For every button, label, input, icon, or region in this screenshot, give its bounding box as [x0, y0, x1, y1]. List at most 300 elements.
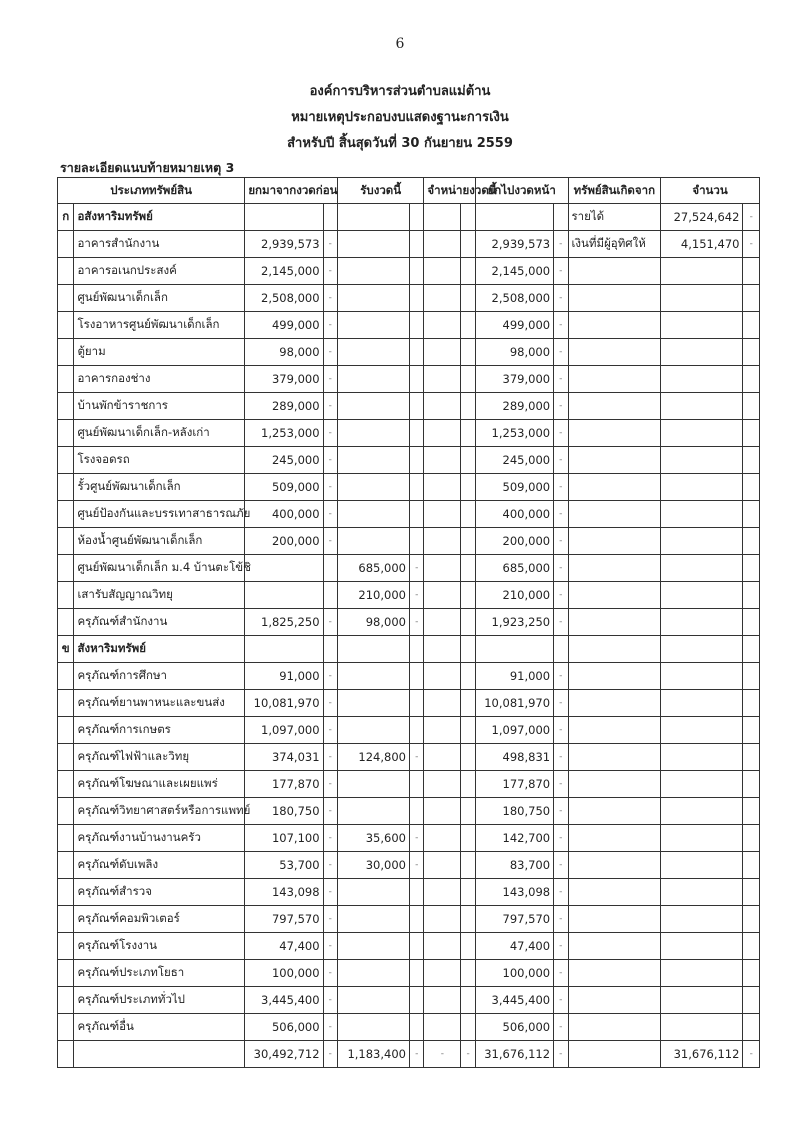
amount-dash-empty	[743, 474, 760, 501]
disposed-dash	[461, 933, 475, 960]
disposed-dash	[461, 744, 475, 771]
source-empty	[568, 906, 661, 933]
received-dash	[409, 879, 423, 906]
amount-dash-empty	[743, 798, 760, 825]
brought-forward-value: 2,508,000	[245, 285, 323, 312]
amount-dash-empty	[743, 582, 760, 609]
disposed-dash	[461, 798, 475, 825]
carried-forward-value: 2,939,573	[475, 231, 553, 258]
disposed-dash	[461, 339, 475, 366]
received-dash	[409, 690, 423, 717]
brought-forward-value: 289,000	[245, 393, 323, 420]
table-row	[58, 663, 760, 690]
received-dash	[409, 474, 423, 501]
table-row	[58, 474, 760, 501]
table-row	[58, 420, 760, 447]
source-empty	[568, 798, 661, 825]
amount-dash-empty	[743, 636, 760, 663]
carried-forward-value: 498,831	[475, 744, 553, 771]
carried-forward-value: 289,000	[475, 393, 553, 420]
empty-cell	[337, 636, 409, 663]
disposed-value	[424, 987, 461, 1014]
section-gutter	[58, 798, 74, 825]
amount-empty	[661, 366, 743, 393]
received-dash	[409, 285, 423, 312]
empty-cell	[245, 204, 323, 231]
amount-dash-empty	[743, 528, 760, 555]
carried-forward-dash: -	[554, 825, 568, 852]
section-label: ข	[58, 636, 74, 663]
disposed-dash	[461, 906, 475, 933]
disposed-dash	[461, 420, 475, 447]
brought-forward-dash: -	[323, 1014, 337, 1041]
carried-forward-dash: -	[554, 582, 568, 609]
amount-empty	[661, 825, 743, 852]
source-empty	[568, 987, 661, 1014]
disposed-dash	[461, 285, 475, 312]
received-value: 685,000	[337, 555, 409, 582]
carried-forward-dash: -	[554, 285, 568, 312]
brought-forward-dash: -	[323, 420, 337, 447]
carried-forward-value: 685,000	[475, 555, 553, 582]
brought-forward-dash: -	[323, 933, 337, 960]
amount-dash-empty	[743, 555, 760, 582]
amount-dash-empty	[743, 960, 760, 987]
brought-forward-value: 200,000	[245, 528, 323, 555]
source-empty	[568, 528, 661, 555]
section-gutter	[58, 420, 74, 447]
brought-forward-dash: -	[323, 825, 337, 852]
amount-empty	[661, 258, 743, 285]
carried-forward-value: 509,000	[475, 474, 553, 501]
disposed-value	[424, 474, 461, 501]
carried-forward-dash: -	[554, 798, 568, 825]
asset-name: ครุภัณฑ์อื่น	[74, 1014, 245, 1041]
source-amount: 4,151,470	[661, 231, 743, 258]
amount-dash-empty	[743, 663, 760, 690]
section-gutter	[58, 1014, 74, 1041]
total-received-dash: -	[409, 1041, 423, 1068]
brought-forward-value: 1,825,250	[245, 609, 323, 636]
disposed-value	[424, 960, 461, 987]
section-gutter	[58, 339, 74, 366]
asset-name: เสารับสัญญาณวิทยุ	[74, 582, 245, 609]
carried-forward-dash: -	[554, 258, 568, 285]
received-dash: -	[409, 744, 423, 771]
section-gutter	[58, 366, 74, 393]
brought-forward-dash: -	[323, 879, 337, 906]
disposed-dash	[461, 555, 475, 582]
received-value: 30,000	[337, 852, 409, 879]
table-row	[58, 285, 760, 312]
amount-empty	[661, 285, 743, 312]
brought-forward-value: 10,081,970	[245, 690, 323, 717]
received-value	[337, 447, 409, 474]
amount-dash-empty	[743, 771, 760, 798]
carried-forward-value: 83,700	[475, 852, 553, 879]
disposed-value	[424, 771, 461, 798]
source-empty	[568, 420, 661, 447]
brought-forward-value: 2,145,000	[245, 258, 323, 285]
amount-dash-empty	[743, 366, 760, 393]
disposed-dash	[461, 501, 475, 528]
table-row	[58, 825, 760, 852]
carried-forward-value: 379,000	[475, 366, 553, 393]
source-empty	[568, 555, 661, 582]
carried-forward-dash: -	[554, 447, 568, 474]
brought-forward-value: 53,700	[245, 852, 323, 879]
source-dash: -	[743, 231, 760, 258]
carried-forward-value: 506,000	[475, 1014, 553, 1041]
received-dash	[409, 771, 423, 798]
brought-forward-dash	[323, 555, 337, 582]
source-empty	[568, 366, 661, 393]
brought-forward-value: 180,750	[245, 798, 323, 825]
section-gutter	[58, 825, 74, 852]
total-disposed-dash: -	[461, 1041, 475, 1068]
received-value: 210,000	[337, 582, 409, 609]
asset-name: ครุภัณฑ์ไฟฟ้าและวิทยุ	[74, 744, 245, 771]
amount-empty	[661, 501, 743, 528]
asset-name: ครุภัณฑ์สำนักงาน	[74, 609, 245, 636]
amount-empty	[661, 771, 743, 798]
amount-empty	[661, 528, 743, 555]
received-value	[337, 501, 409, 528]
amount-dash-empty	[743, 501, 760, 528]
amount-empty	[661, 582, 743, 609]
section-gutter	[58, 852, 74, 879]
total-row	[58, 1041, 760, 1068]
carried-forward-dash: -	[554, 879, 568, 906]
asset-name: ศูนย์ป้องกันและบรรเทาสาธารณภัย	[74, 501, 245, 528]
carried-forward-value: 143,098	[475, 879, 553, 906]
brought-forward-value: 400,000	[245, 501, 323, 528]
received-value	[337, 933, 409, 960]
disposed-value	[424, 825, 461, 852]
brought-forward-value: 509,000	[245, 474, 323, 501]
brought-forward-dash: -	[323, 474, 337, 501]
disposed-dash	[461, 825, 475, 852]
carried-forward-dash: -	[554, 393, 568, 420]
disposed-dash	[461, 663, 475, 690]
amount-empty	[661, 987, 743, 1014]
empty-cell	[323, 636, 337, 663]
col-amount: จำนวน	[661, 178, 760, 204]
empty-cell	[323, 204, 337, 231]
section-label: ก	[58, 204, 74, 231]
source-empty	[568, 771, 661, 798]
section-gutter	[58, 231, 74, 258]
brought-forward-dash: -	[323, 366, 337, 393]
source-empty	[568, 879, 661, 906]
carried-forward-value: 499,000	[475, 312, 553, 339]
section-gutter	[58, 717, 74, 744]
section-gutter	[58, 312, 74, 339]
empty-cell	[475, 636, 553, 663]
amount-dash-empty	[743, 987, 760, 1014]
amount-dash-empty	[743, 339, 760, 366]
carried-forward-value: 142,700	[475, 825, 553, 852]
brought-forward-value	[245, 555, 323, 582]
disposed-value	[424, 1014, 461, 1041]
table-row	[58, 987, 760, 1014]
amount-empty	[661, 312, 743, 339]
carried-forward-value: 400,000	[475, 501, 553, 528]
carried-forward-dash: -	[554, 852, 568, 879]
source-empty	[568, 582, 661, 609]
detail-label: รายละเอียดแนบท้ายหมายเหตุ 3	[60, 160, 235, 175]
received-dash	[409, 420, 423, 447]
carried-forward-dash: -	[554, 420, 568, 447]
amount-empty	[661, 852, 743, 879]
table-row	[58, 690, 760, 717]
asset-name: ครุภัณฑ์งานบ้านงานครัว	[74, 825, 245, 852]
asset-name: ตู้ยาม	[74, 339, 245, 366]
received-value: 124,800	[337, 744, 409, 771]
amount-dash-empty	[743, 447, 760, 474]
disposed-dash	[461, 717, 475, 744]
source-empty	[568, 717, 661, 744]
brought-forward-value: 1,253,000	[245, 420, 323, 447]
received-dash	[409, 717, 423, 744]
disposed-dash	[461, 582, 475, 609]
brought-forward-value: 47,400	[245, 933, 323, 960]
section-gutter	[58, 555, 74, 582]
brought-forward-value: 107,100	[245, 825, 323, 852]
carried-forward-dash: -	[554, 744, 568, 771]
asset-name: โรงจอดรถ	[74, 447, 245, 474]
carried-forward-value: 98,000	[475, 339, 553, 366]
received-value	[337, 312, 409, 339]
section-gutter	[58, 285, 74, 312]
table-row	[58, 1014, 760, 1041]
empty-cell	[554, 636, 568, 663]
source-empty	[568, 501, 661, 528]
asset-name: ครุภัณฑ์โฆษณาและเผยแพร่	[74, 771, 245, 798]
received-dash	[409, 501, 423, 528]
disposed-dash	[461, 474, 475, 501]
carried-forward-dash: -	[554, 1014, 568, 1041]
amount-empty	[661, 879, 743, 906]
amount-empty	[661, 960, 743, 987]
disposed-dash	[461, 771, 475, 798]
table-row	[58, 231, 760, 258]
brought-forward-dash: -	[323, 960, 337, 987]
brought-forward-value: 2,939,573	[245, 231, 323, 258]
carried-forward-value: 797,570	[475, 906, 553, 933]
table-row	[58, 609, 760, 636]
empty-cell	[475, 204, 553, 231]
source-empty	[568, 960, 661, 987]
carried-forward-value: 100,000	[475, 960, 553, 987]
table-row	[58, 555, 760, 582]
amount-dash-empty	[743, 825, 760, 852]
brought-forward-dash: -	[323, 798, 337, 825]
amount-empty	[661, 447, 743, 474]
carried-forward-value: 2,508,000	[475, 285, 553, 312]
carried-forward-dash: -	[554, 663, 568, 690]
carried-forward-dash: -	[554, 690, 568, 717]
amount-dash-empty	[743, 258, 760, 285]
disposed-value	[424, 339, 461, 366]
disposed-dash	[461, 258, 475, 285]
amount-dash-empty	[743, 609, 760, 636]
report-title: หมายเหตุประกอบงบแสดงฐานะการเงิน	[291, 110, 509, 125]
table-row	[58, 528, 760, 555]
brought-forward-value: 91,000	[245, 663, 323, 690]
received-dash	[409, 393, 423, 420]
received-dash	[409, 933, 423, 960]
disposed-dash	[461, 1014, 475, 1041]
section-gutter	[58, 474, 74, 501]
disposed-value	[424, 933, 461, 960]
carried-forward-dash: -	[554, 609, 568, 636]
carried-forward-dash: -	[554, 339, 568, 366]
disposed-dash	[461, 690, 475, 717]
asset-table	[57, 177, 760, 1068]
section-gutter	[58, 987, 74, 1014]
amount-dash-empty	[743, 420, 760, 447]
amount-dash-empty	[743, 1014, 760, 1041]
brought-forward-dash: -	[323, 609, 337, 636]
amount-dash-empty	[743, 852, 760, 879]
disposed-value	[424, 906, 461, 933]
asset-name: ครุภัณฑ์คอมพิวเตอร์	[74, 906, 245, 933]
disposed-dash	[461, 852, 475, 879]
empty-cell	[409, 204, 423, 231]
amount-empty	[661, 393, 743, 420]
received-dash: -	[409, 825, 423, 852]
col-disposed: จำหน่ายงวดนี้	[424, 178, 475, 204]
disposed-value	[424, 528, 461, 555]
received-value: 98,000	[337, 609, 409, 636]
empty-cell	[245, 636, 323, 663]
amount-dash-empty	[743, 690, 760, 717]
section-gutter	[58, 744, 74, 771]
brought-forward-dash: -	[323, 663, 337, 690]
col-source: ทรัพย์สินเกิดจาก	[568, 178, 661, 204]
asset-name: ครุภัณฑ์โรงงาน	[74, 933, 245, 960]
amount-empty	[661, 717, 743, 744]
table-row	[58, 312, 760, 339]
disposed-value	[424, 879, 461, 906]
carried-forward-value: 177,870	[475, 771, 553, 798]
source-empty	[568, 663, 661, 690]
col-received: รับงวดนี้	[337, 178, 423, 204]
section-gutter	[58, 663, 74, 690]
amount-empty	[661, 690, 743, 717]
source-empty	[568, 285, 661, 312]
total-amount: 31,676,112	[661, 1041, 743, 1068]
brought-forward-dash: -	[323, 852, 337, 879]
brought-forward-value: 506,000	[245, 1014, 323, 1041]
received-value	[337, 258, 409, 285]
section-gutter	[58, 528, 74, 555]
amount-dash-empty	[743, 285, 760, 312]
disposed-value	[424, 852, 461, 879]
table-row	[58, 852, 760, 879]
carried-forward-dash: -	[554, 906, 568, 933]
source-empty	[568, 933, 661, 960]
received-dash: -	[409, 852, 423, 879]
received-dash: -	[409, 555, 423, 582]
asset-name: ครุภัณฑ์การเกษตร	[74, 717, 245, 744]
received-dash	[409, 1014, 423, 1041]
table-header-row	[58, 178, 760, 204]
amount-empty	[661, 636, 743, 663]
amount-empty	[661, 933, 743, 960]
amount-dash-empty	[743, 393, 760, 420]
table-row	[58, 906, 760, 933]
section-gutter	[58, 393, 74, 420]
brought-forward-dash: -	[323, 987, 337, 1014]
total-label	[74, 1041, 245, 1068]
received-value	[337, 960, 409, 987]
empty-cell	[461, 636, 475, 663]
empty-cell	[424, 204, 461, 231]
brought-forward-dash: -	[323, 258, 337, 285]
amount-empty	[661, 744, 743, 771]
brought-forward-value: 374,031	[245, 744, 323, 771]
brought-forward-dash: -	[323, 312, 337, 339]
disposed-value	[424, 366, 461, 393]
total-amount-dash: -	[743, 1041, 760, 1068]
total-gutter	[58, 1041, 74, 1068]
brought-forward-value: 1,097,000	[245, 717, 323, 744]
carried-forward-dash: -	[554, 933, 568, 960]
received-value	[337, 798, 409, 825]
received-dash	[409, 312, 423, 339]
carried-forward-value: 47,400	[475, 933, 553, 960]
disposed-dash	[461, 312, 475, 339]
table-row	[58, 960, 760, 987]
received-dash	[409, 906, 423, 933]
disposed-value	[424, 447, 461, 474]
received-dash	[409, 339, 423, 366]
disposed-value	[424, 501, 461, 528]
asset-name: ศูนย์พัฒนาเด็กเล็ก ม.4 บ้านตะโข้ชิ	[74, 555, 245, 582]
page-number: 6	[395, 36, 405, 52]
disposed-value	[424, 555, 461, 582]
brought-forward-dash: -	[323, 447, 337, 474]
total-received: 1,183,400	[337, 1041, 409, 1068]
col-carried-forward: ยกไปงวดหน้า	[475, 178, 568, 204]
source-empty	[568, 258, 661, 285]
asset-name: อาคารอเนกประสงค์	[74, 258, 245, 285]
brought-forward-dash: -	[323, 285, 337, 312]
carried-forward-value: 2,145,000	[475, 258, 553, 285]
carried-forward-value: 1,253,000	[475, 420, 553, 447]
section-gutter	[58, 906, 74, 933]
asset-name: ครุภัณฑ์ประเภทโยธา	[74, 960, 245, 987]
section-gutter	[58, 771, 74, 798]
asset-name: ห้องน้ำศูนย์พัฒนาเด็กเล็ก	[74, 528, 245, 555]
brought-forward-value	[245, 582, 323, 609]
section-row	[58, 636, 760, 663]
total-brought-forward: 30,492,712	[245, 1041, 323, 1068]
brought-forward-value: 98,000	[245, 339, 323, 366]
source-empty	[568, 474, 661, 501]
source-amount: 27,524,642	[661, 204, 743, 231]
received-value	[337, 987, 409, 1014]
received-value	[337, 339, 409, 366]
asset-name: ครุภัณฑ์ยานพาหนะและขนส่ง	[74, 690, 245, 717]
carried-forward-dash: -	[554, 474, 568, 501]
received-value	[337, 1014, 409, 1041]
table-row	[58, 582, 760, 609]
brought-forward-dash: -	[323, 528, 337, 555]
brought-forward-dash	[323, 582, 337, 609]
